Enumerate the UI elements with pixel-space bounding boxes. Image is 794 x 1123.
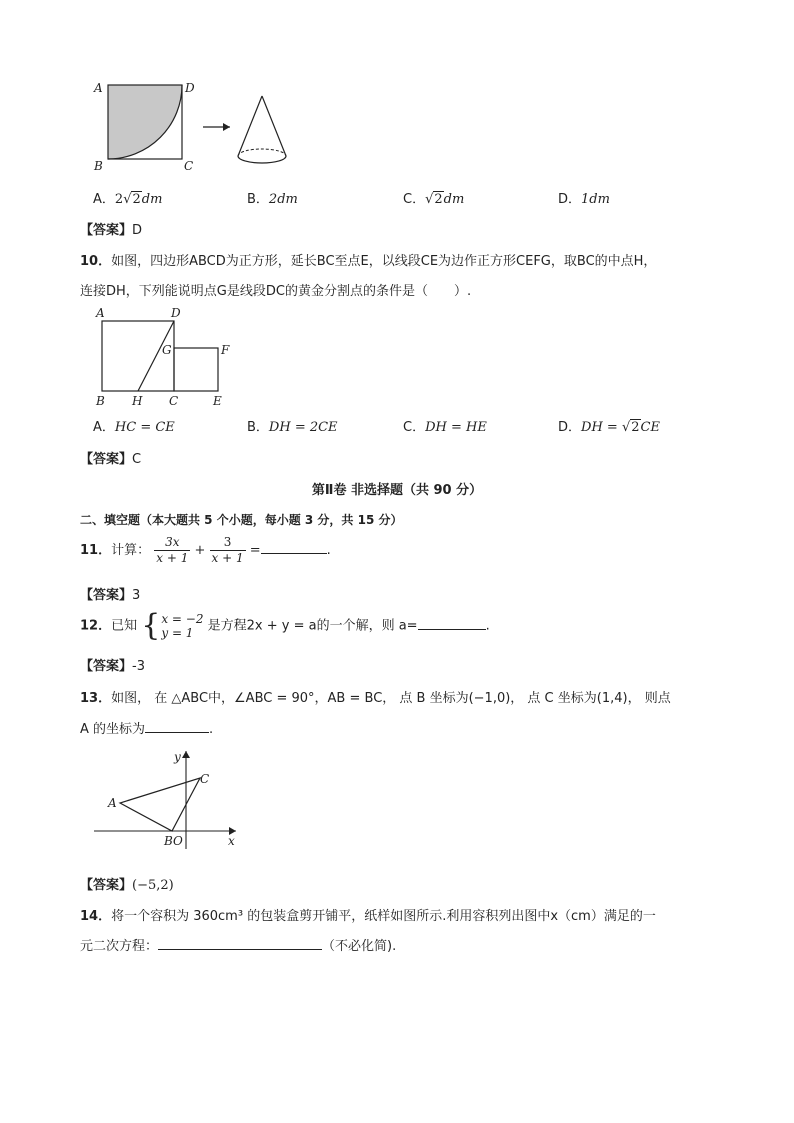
q10-option-a: A．HC = CE (93, 420, 175, 435)
q13-answer: 【答案】(−5,2) (80, 878, 174, 893)
q10-line1: 10．如图，四边形ABCD为正方形，延长BC至点E，以线段CE为边作正方形CEFG，取BC的中点H， (80, 254, 657, 269)
q10-answer: 【答案】C (80, 452, 142, 467)
q14-line1: 14．将一个容积为 360cm³ 的包装盒剪开铺平，纸样如图所示.利用容积列出图中x（cm）满足的一 (80, 909, 656, 924)
q9-label-D: D (185, 81, 195, 95)
q10-label-D: D (171, 306, 181, 320)
q9-label-B: B (94, 159, 103, 173)
q13-line2: A 的坐标为 . (80, 722, 214, 737)
q9-answer: 【答案】D (80, 223, 143, 238)
q11-answer: 【答案】3 (80, 588, 141, 603)
q9-option-d: D．1dm (558, 192, 610, 207)
q10-label-A: A (96, 306, 105, 320)
q10-label-C: C (169, 394, 179, 408)
q13-label-y: y (174, 750, 181, 764)
q13-figure (90, 745, 250, 855)
q14-answer-blank[interactable] (158, 937, 322, 950)
q13-line1: 13．如图， 在 △ABC中，∠ABC = 90°，AB = BC， 点 B 坐标为(−1,0)， 点 C 坐标为(1,4)， 则点 (80, 691, 671, 706)
q10-label-F: F (221, 343, 230, 357)
q12-answer: 【答案】-3 (80, 659, 145, 674)
q11-frac1: $\frac{3x}{x + 1}$ (156, 535, 189, 565)
q12-answer-blank[interactable] (418, 617, 486, 630)
q13-label-BO: BO (164, 834, 183, 848)
q12-line: 12．已知 { x = −2 y = 1 是方程2x + y = a的一个解，则 a= . (80, 608, 490, 643)
q9-label-C: C (184, 159, 194, 173)
q11-answer-blank[interactable] (261, 541, 327, 554)
q9-option-a: A．2√2dm (93, 192, 163, 207)
q13-label-A: A (108, 796, 117, 810)
q10-figure (90, 304, 240, 410)
q9-label-A: A (94, 81, 103, 95)
q13-label-x: x (228, 834, 235, 848)
q11-frac2: $\frac{3}{x + 1}$ (211, 535, 244, 565)
q13-label-C: C (200, 772, 210, 786)
q10-label-E: E (213, 394, 222, 408)
q10-label-G: G (162, 343, 172, 357)
q10-label-H: H (132, 394, 143, 408)
q10-label-B: B (96, 394, 105, 408)
part2-heading: 二、填空题（本大题共 5 个小题，每小题 3 分，共 15 分） (80, 513, 403, 527)
q9-figure (92, 78, 312, 178)
q14-line2: 元二次方程： （不必化简). (80, 939, 397, 954)
q11-line: 11．计算： $\frac{3x}{x + 1}$ + $\frac{3}{x + 1}$ = . (80, 535, 331, 565)
q13-answer-blank[interactable] (145, 720, 209, 733)
section-title: 第Ⅱ卷 非选择题（共 90 分） (311, 483, 483, 498)
q10-option-c: C．DH = HE (403, 420, 487, 435)
q10-option-d: D．DH = √2CE (558, 420, 660, 435)
q9-option-b: B．2dm (247, 192, 298, 207)
q12-system: { x = −2 y = 1 (141, 608, 204, 643)
q9-option-c: C．√2dm (403, 192, 465, 207)
q10-option-b: B．DH = 2CE (247, 420, 338, 435)
q10-line2: 连接DH，下列能说明点G是线段DC的黄金分割点的条件是（ ）. (80, 284, 472, 299)
